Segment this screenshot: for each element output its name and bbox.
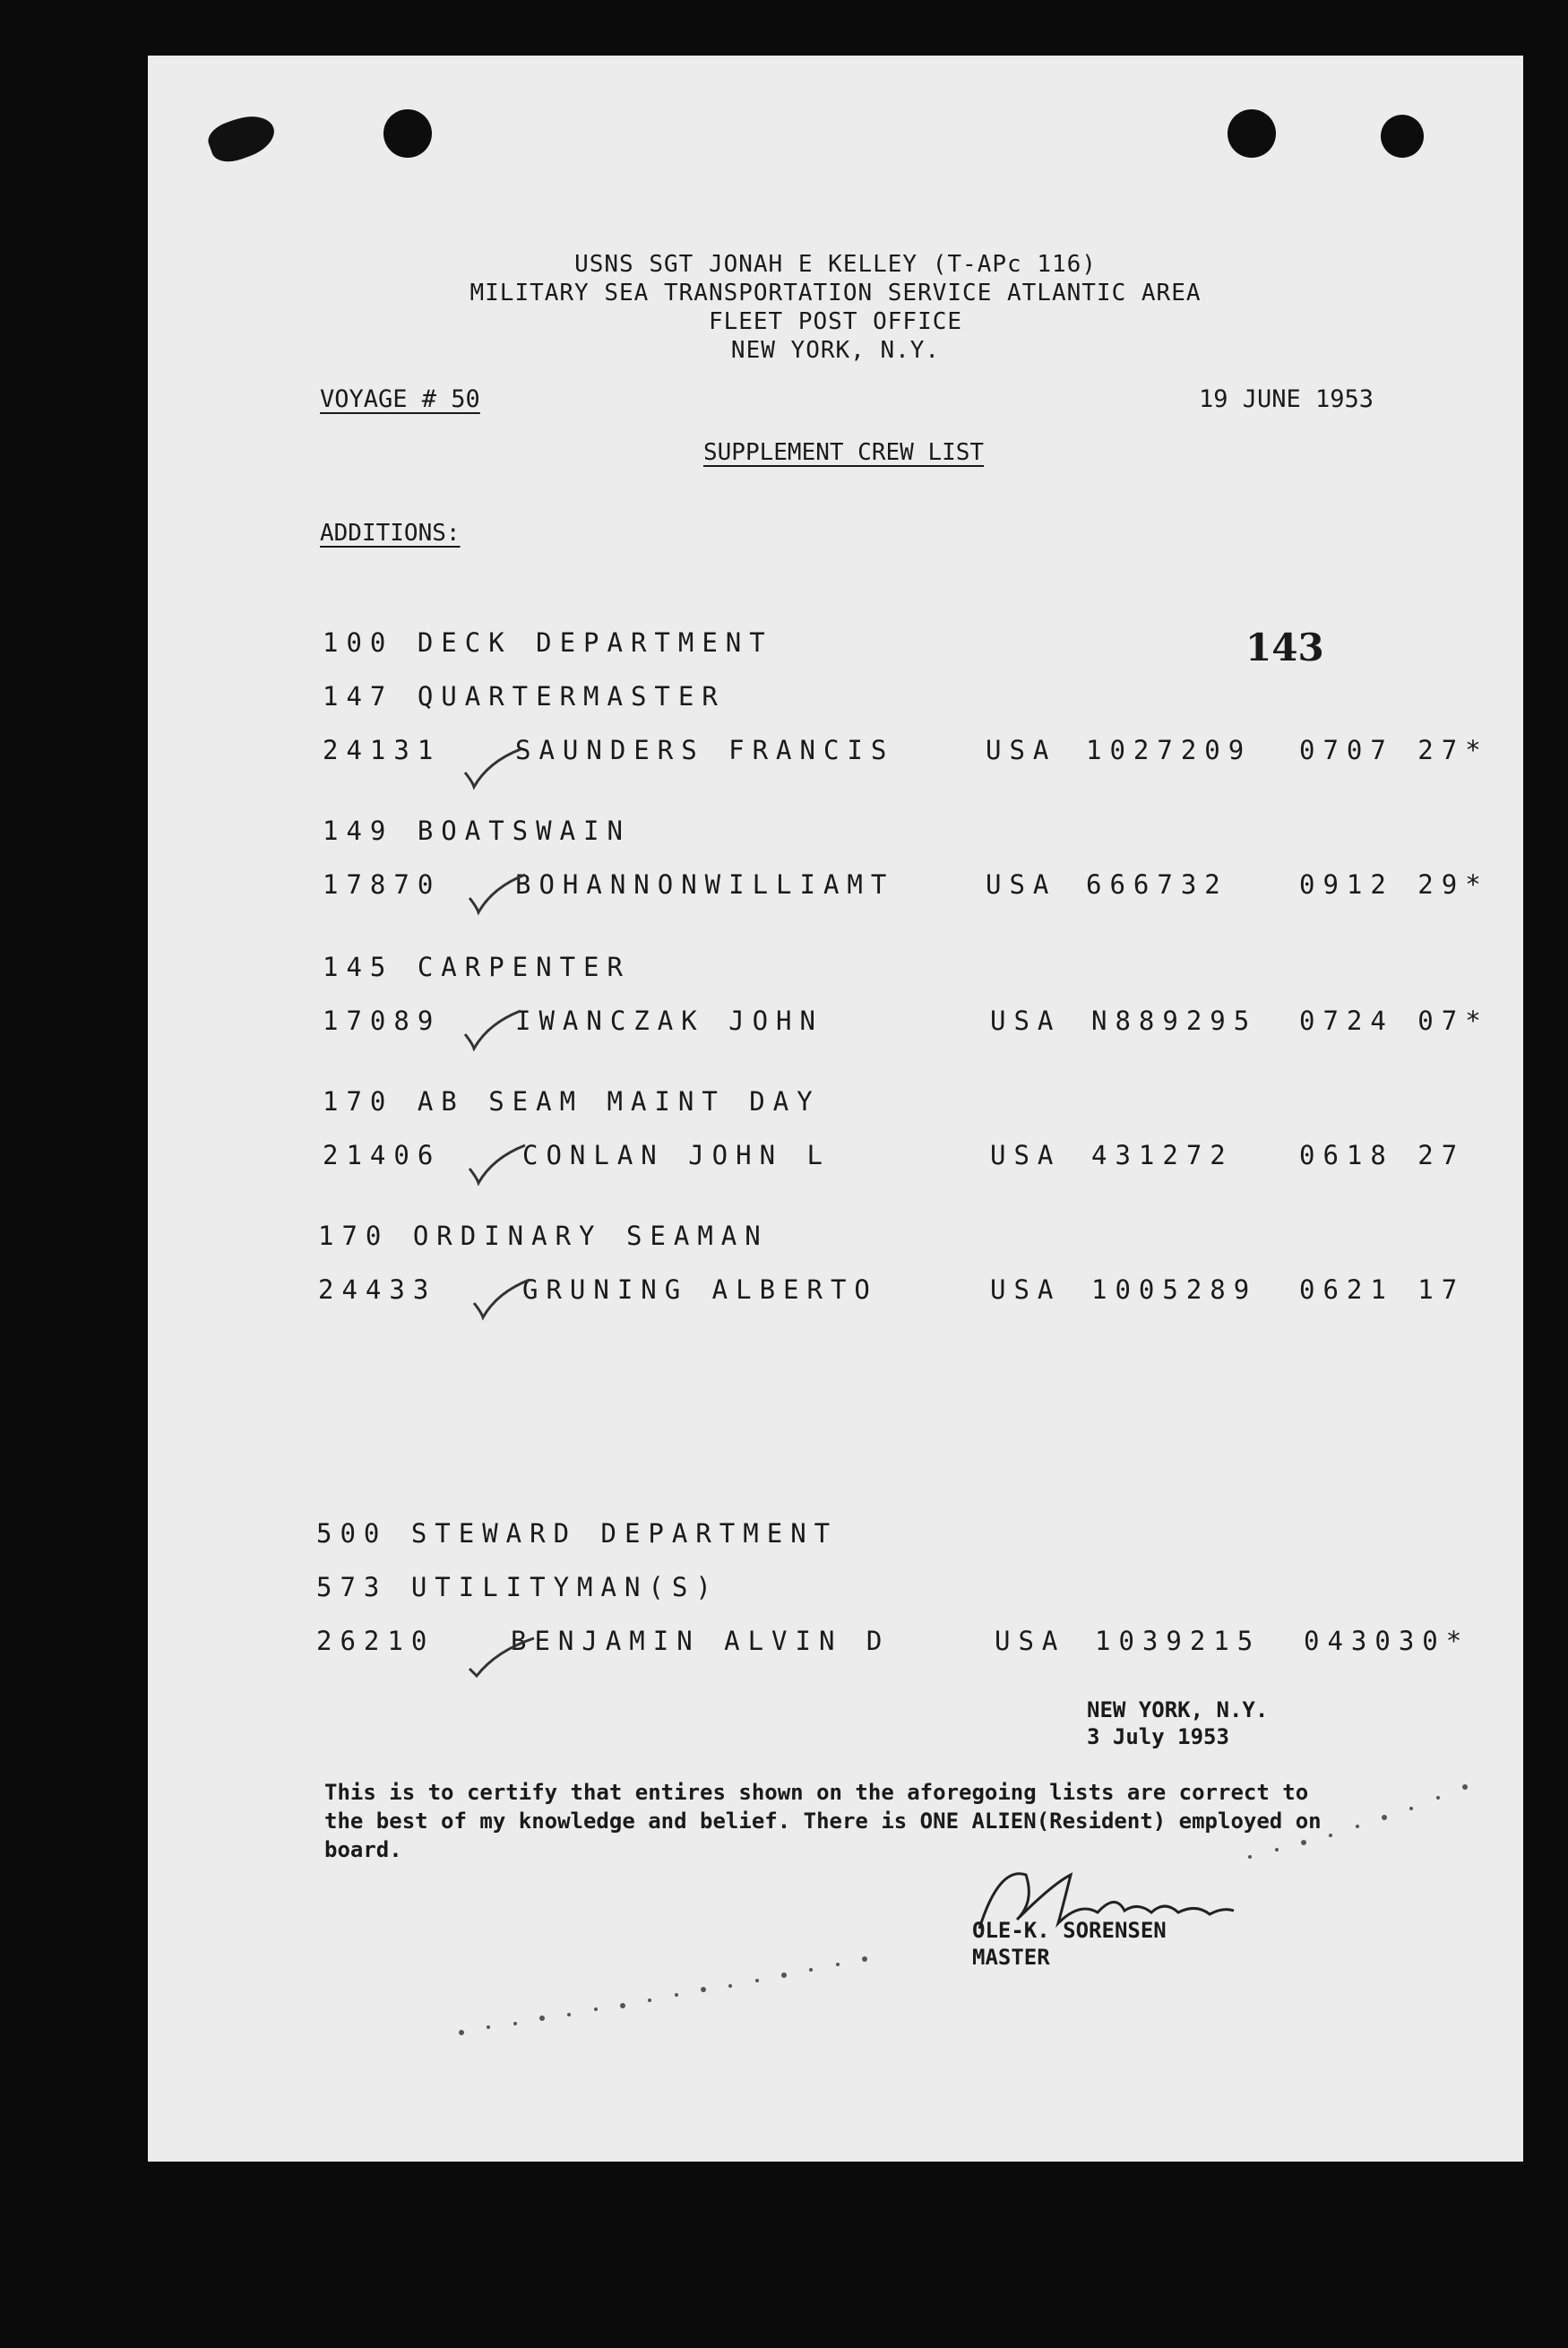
check-mark-icon xyxy=(461,746,524,790)
rating-ab-seaman: 170 AB SEAM MAINT DAY xyxy=(323,1086,821,1117)
page-number: 143 xyxy=(1245,626,1324,669)
header-city: NEW YORK, N.Y. xyxy=(730,337,941,364)
crew-birth-date: 0724 07* xyxy=(1299,1006,1489,1036)
crew-name: BOHANNONWILLIAMT xyxy=(515,869,895,900)
check-mark-icon xyxy=(466,1633,538,1678)
crew-nationality: USA xyxy=(986,869,1057,900)
crew-birth-date: 043030* xyxy=(1304,1626,1470,1656)
perforation-marks xyxy=(1241,1776,1474,1866)
certification-date: 3 July 1953 xyxy=(1087,1724,1229,1749)
service-name: MILITARY SEA TRANSPORTATION SERVICE ATLANTIC AREA xyxy=(470,280,1202,306)
crew-nationality: USA xyxy=(990,1140,1062,1170)
perforation-marks xyxy=(452,1947,918,2045)
rating-boatswain: 149 BOATSWAIN xyxy=(323,816,631,846)
signer-title: MASTER xyxy=(972,1945,1050,1970)
crew-number: 24433 xyxy=(318,1274,437,1305)
crew-number: 17870 xyxy=(323,869,442,900)
crew-name: GRUNING ALBERTO xyxy=(522,1274,878,1305)
crew-birth-date: 0618 27 xyxy=(1299,1140,1466,1170)
check-mark-icon xyxy=(470,1276,533,1321)
punch-hole-far-right xyxy=(1381,115,1424,158)
ink-blot xyxy=(204,108,280,168)
rating-ordinary-seaman: 170 ORDINARY SEAMAN xyxy=(318,1221,769,1251)
crew-name: IWANCZAK JOHN xyxy=(515,1006,823,1036)
crew-name: SAUNDERS FRANCIS xyxy=(515,735,895,765)
crew-document-number: 1005289 xyxy=(1091,1274,1258,1305)
certification-text: This is to certify that entires shown on the aforegoing lists are correct to the best of my knowledge and belief. There is ONE ALIEN(Resident) employed on board. xyxy=(324,1780,1322,1862)
check-mark-icon xyxy=(466,1142,529,1187)
ship-name: USNS SGT JONAH E KELLEY (T-APc 116) xyxy=(574,251,1097,278)
list-title: SUPPLEMENT CREW LIST xyxy=(703,439,985,466)
crew-number: 24131 xyxy=(323,735,442,765)
crew-document-number: 431272 xyxy=(1091,1140,1234,1170)
certification-place: NEW YORK, N.Y. xyxy=(1087,1697,1269,1722)
crew-document-number: N889295 xyxy=(1091,1006,1258,1036)
additions-label: ADDITIONS: xyxy=(320,520,461,547)
crew-birth-date: 0707 27* xyxy=(1299,735,1489,765)
steward-department-heading: 500 STEWARD DEPARTMENT xyxy=(316,1518,839,1549)
crew-document-number: 666732 xyxy=(1086,869,1228,900)
crew-nationality: USA xyxy=(990,1274,1062,1305)
rating-utilityman: 573 UTILITYMAN(S) xyxy=(316,1572,719,1602)
deck-department-heading: 100 DECK DEPARTMENT xyxy=(323,627,773,658)
check-mark-icon xyxy=(466,871,529,916)
crew-name: CONLAN JOHN L xyxy=(522,1140,831,1170)
punch-hole-left xyxy=(383,109,432,158)
crew-number: 26210 xyxy=(316,1626,435,1656)
signer-name: OLE-K. SORENSEN xyxy=(972,1918,1167,1943)
list-date: 19 JUNE 1953 xyxy=(1199,385,1374,413)
crew-number: 21406 xyxy=(323,1140,442,1170)
rating-carpenter: 145 CARPENTER xyxy=(323,952,631,982)
crew-number: 17089 xyxy=(323,1006,442,1036)
crew-document-number: 1039215 xyxy=(1095,1626,1262,1656)
check-mark-icon xyxy=(461,1007,524,1052)
crew-nationality: USA xyxy=(995,1626,1066,1656)
crew-birth-date: 0912 29* xyxy=(1299,869,1489,900)
voyage-number: VOYAGE # 50 xyxy=(320,385,480,413)
crew-name: BENJAMIN ALVIN D xyxy=(511,1626,891,1656)
document-sheet xyxy=(148,56,1523,2162)
post-office: FLEET POST OFFICE xyxy=(708,308,963,335)
crew-nationality: USA xyxy=(990,1006,1062,1036)
crew-nationality: USA xyxy=(986,735,1057,765)
punch-hole-right xyxy=(1228,109,1276,158)
crew-birth-date: 0621 17 xyxy=(1299,1274,1466,1305)
crew-document-number: 1027209 xyxy=(1086,735,1253,765)
rating-quartermaster: 147 QUARTERMASTER xyxy=(323,681,726,712)
